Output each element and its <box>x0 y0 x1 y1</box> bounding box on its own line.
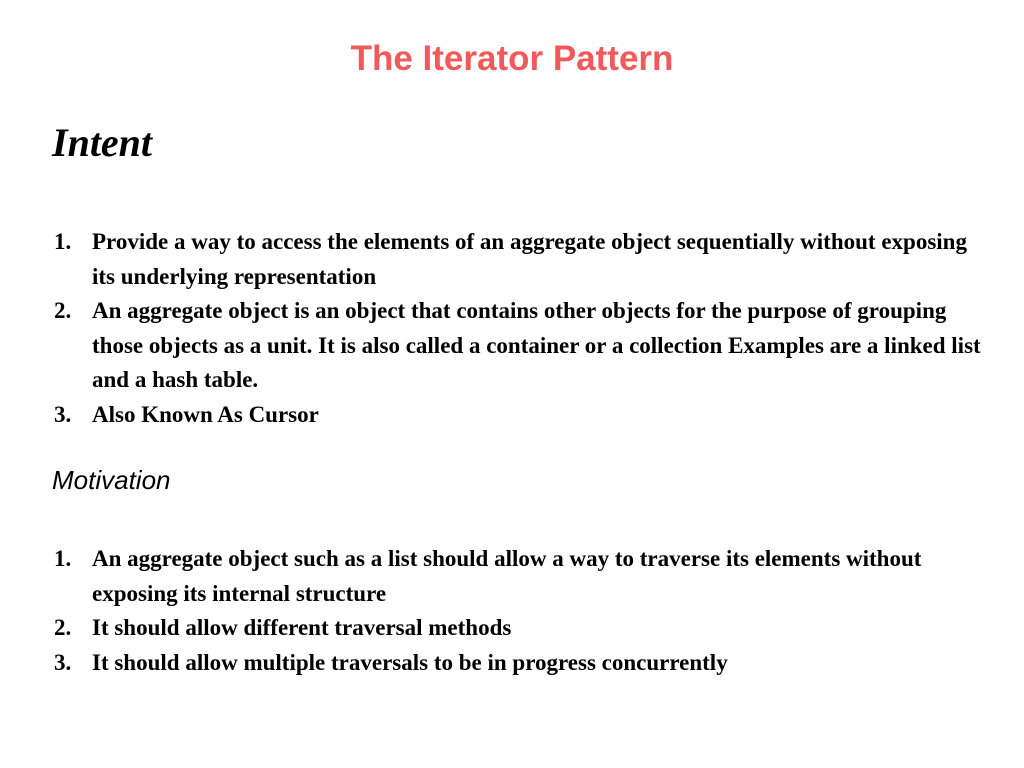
list-item-number: 2. <box>54 298 72 323</box>
list-item-text: Also Known As Cursor <box>92 401 319 427</box>
list-item <box>54 542 989 611</box>
list-item <box>54 646 989 681</box>
motivation-heading: Motivation <box>52 465 171 495</box>
intent-list <box>54 225 989 432</box>
list-item <box>54 611 989 646</box>
list-item <box>54 225 989 294</box>
list-item-number: 1. <box>54 546 72 571</box>
list-item-number: 3. <box>54 649 72 675</box>
list-item <box>54 398 989 433</box>
intent-heading: Intent <box>52 120 153 165</box>
motivation-list <box>54 542 989 680</box>
list-item-number: 1. <box>54 229 72 254</box>
list-item-text: An aggregate object is an object that contains other objects for the purpose of grouping those objects as a unit. It is also called a container or a collection Examples are a linked list and a hash table. <box>92 298 981 392</box>
list-item-text: Provide a way to access the elements of an aggregate object sequentially without exposing its underlying representation <box>92 229 967 289</box>
slide-title: The Iterator Pattern <box>350 39 674 78</box>
list-item <box>54 294 989 398</box>
list-item-text: It should allow different traversal methods <box>92 615 512 640</box>
list-item-number: 2. <box>54 615 72 640</box>
list-item-number: 3. <box>54 401 72 427</box>
list-item-text: It should allow multiple traversals to be in progress concurrently <box>92 649 728 675</box>
list-item-text: An aggregate object such as a list should allow a way to traverse its elements without exposing its internal structure <box>92 546 922 606</box>
